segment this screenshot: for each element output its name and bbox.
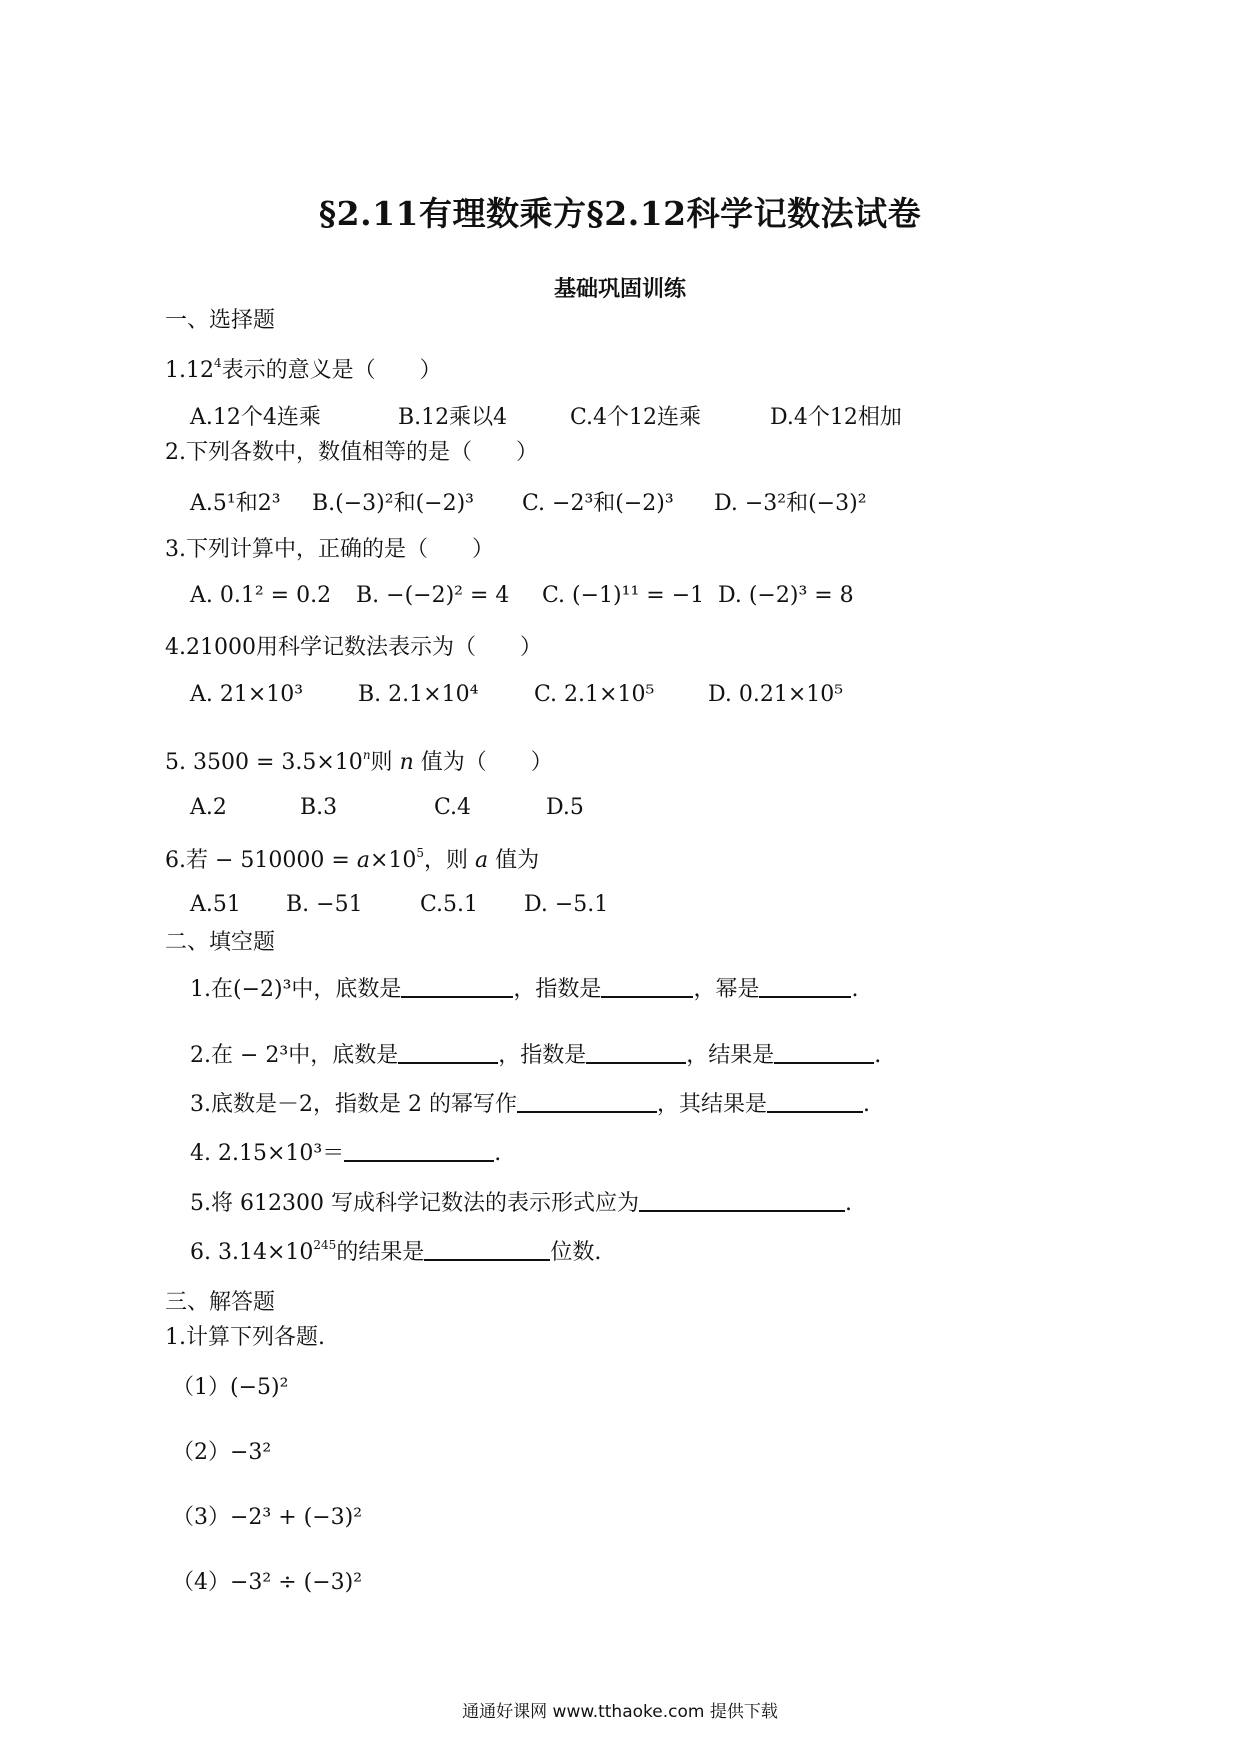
q5-option-a: A.2: [190, 795, 227, 820]
q1-option-d: D.4个12相加: [770, 405, 902, 430]
answer-part-3: （3）−2³ + (−3)²: [172, 1505, 363, 1530]
q5-option-d: D.5: [546, 795, 584, 820]
page-title: §2.11有理数乘方§2.12科学记数法试卷: [318, 194, 922, 233]
page-subtitle: 基础巩固训练: [553, 277, 686, 302]
answer-blank[interactable]: [639, 1188, 845, 1212]
question-6-pre: 6.若 − 510000 =: [165, 848, 357, 873]
q2-option-d: D. −3²和(−3)²: [714, 491, 867, 516]
question-5-var: n: [399, 750, 414, 775]
q3-option-c: C. (−1)¹¹ = −1: [542, 583, 705, 608]
q3-option-d: D. (−2)³ = 8: [718, 583, 854, 608]
q5-option-b: B.3: [300, 795, 338, 820]
fill-4-pre: 4. 2.15×10³＝: [190, 1141, 345, 1166]
fill-question-1: [190, 972, 858, 1003]
q6-option-a: A.51: [190, 892, 241, 917]
answer-blank[interactable]: [601, 974, 693, 998]
question-6-var2: a: [475, 848, 489, 873]
question-2: 2.下列各数中，数值相等的是（ ）: [165, 440, 538, 465]
fill-question-3: [190, 1087, 870, 1118]
q4-option-d: D. 0.21×10⁵: [708, 682, 844, 707]
q2-option-a: A.5¹和2³: [190, 491, 281, 516]
q6-option-c: C.5.1: [420, 892, 479, 917]
fill-6-mid: 的结果是: [336, 1240, 425, 1265]
question-1: [165, 353, 442, 384]
q3-option-a: A. 0.1² = 0.2: [190, 583, 332, 608]
answer-blank[interactable]: [398, 1040, 498, 1064]
q3-option-b: B. −(−2)² = 4: [356, 583, 510, 608]
fill-6-sup: 245: [313, 1238, 337, 1252]
q4-option-b: B. 2.1×10⁴: [358, 682, 479, 707]
question-1-sup: 4: [213, 356, 222, 370]
fill-question-2: [190, 1038, 881, 1069]
fill-question-6: [190, 1235, 601, 1266]
q4-option-c: C. 2.1×10⁵: [534, 682, 655, 707]
footer-source: 通通好课网 www.tthaoke.com 提供下载: [462, 1702, 778, 1722]
answer-question-1: 1.计算下列各题.: [165, 1325, 325, 1350]
section-heading-choice: 一、选择题: [165, 308, 276, 333]
fill-1-mid1: ，指数是: [513, 977, 602, 1002]
question-5-sup: n: [362, 748, 371, 762]
q1-option-c: C.4个12连乘: [570, 405, 702, 430]
question-1-pre: 1.12: [165, 358, 214, 383]
fill-3-end: .: [863, 1092, 870, 1117]
question-5-post: 值为（ ）: [420, 750, 553, 775]
question-5: [165, 745, 553, 776]
answer-blank[interactable]: [767, 1089, 863, 1113]
fill-question-4: [190, 1136, 501, 1167]
fill-1-mid2: ，幂是: [693, 977, 760, 1002]
section-heading-answer: 三、解答题: [165, 1290, 276, 1315]
fill-6-end: 位数.: [550, 1240, 602, 1265]
answer-blank[interactable]: [344, 1138, 494, 1162]
fill-3-mid1: ，其结果是: [656, 1092, 767, 1117]
question-6-post: 值为: [495, 848, 540, 873]
answer-blank[interactable]: [517, 1089, 657, 1113]
question-4: 4.21000用科学记数法表示为（ ）: [165, 635, 542, 660]
q1-option-a: A.12个4连乘: [190, 405, 321, 430]
fill-2-mid2: ，结果是: [686, 1043, 775, 1068]
question-6-sup: 5: [416, 846, 425, 860]
fill-1-end: .: [851, 977, 859, 1002]
answer-blank[interactable]: [401, 974, 513, 998]
question-6-mid: ×10: [369, 848, 417, 873]
question-6-var: a: [356, 848, 370, 873]
fill-question-5: [190, 1186, 852, 1217]
answer-blank[interactable]: [774, 1040, 874, 1064]
q2-option-c: C. −2³和(−2)³: [522, 491, 674, 516]
question-6: [165, 843, 539, 874]
q6-option-b: B. −51: [286, 892, 363, 917]
q5-option-c: C.4: [434, 795, 472, 820]
fill-1-pre: 1.在(−2)³中，底数是: [190, 977, 402, 1002]
q2-option-b: B.(−3)²和(−2)³: [312, 491, 474, 516]
fill-2-end: .: [874, 1043, 882, 1068]
q1-option-b: B.12乘以4: [398, 405, 508, 430]
fill-6-pre: 6. 3.14×10: [190, 1240, 314, 1265]
fill-3-pre: 3.底数是－2，指数是 2 的幂写作: [190, 1092, 517, 1117]
answer-blank[interactable]: [759, 974, 851, 998]
question-3: 3.下列计算中，正确的是（ ）: [165, 537, 494, 562]
q6-option-d: D. −5.1: [524, 892, 609, 917]
question-5-mid: 则: [370, 750, 393, 775]
answer-blank[interactable]: [424, 1237, 550, 1261]
fill-5-end: .: [844, 1191, 852, 1216]
answer-part-4: （4）−3² ÷ (−3)²: [172, 1570, 363, 1595]
answer-blank[interactable]: [586, 1040, 686, 1064]
question-6-mid2: ，则: [424, 848, 469, 873]
q4-option-a: A. 21×10³: [190, 682, 304, 707]
answer-part-1: （1）(−5)²: [172, 1375, 289, 1400]
fill-2-pre: 2.在 − 2³中，底数是: [190, 1043, 399, 1068]
fill-2-mid1: ，指数是: [498, 1043, 587, 1068]
question-1-post: 表示的意义是（ ）: [221, 358, 442, 383]
answer-part-2: （2）−3²: [172, 1440, 272, 1465]
fill-5-pre: 5.将 612300 写成科学记数法的表示形式应为: [190, 1191, 639, 1216]
fill-4-end: .: [494, 1141, 502, 1166]
section-heading-fill: 二、填空题: [165, 930, 276, 955]
question-5-pre: 5. 3500 = 3.5×10: [165, 750, 363, 775]
